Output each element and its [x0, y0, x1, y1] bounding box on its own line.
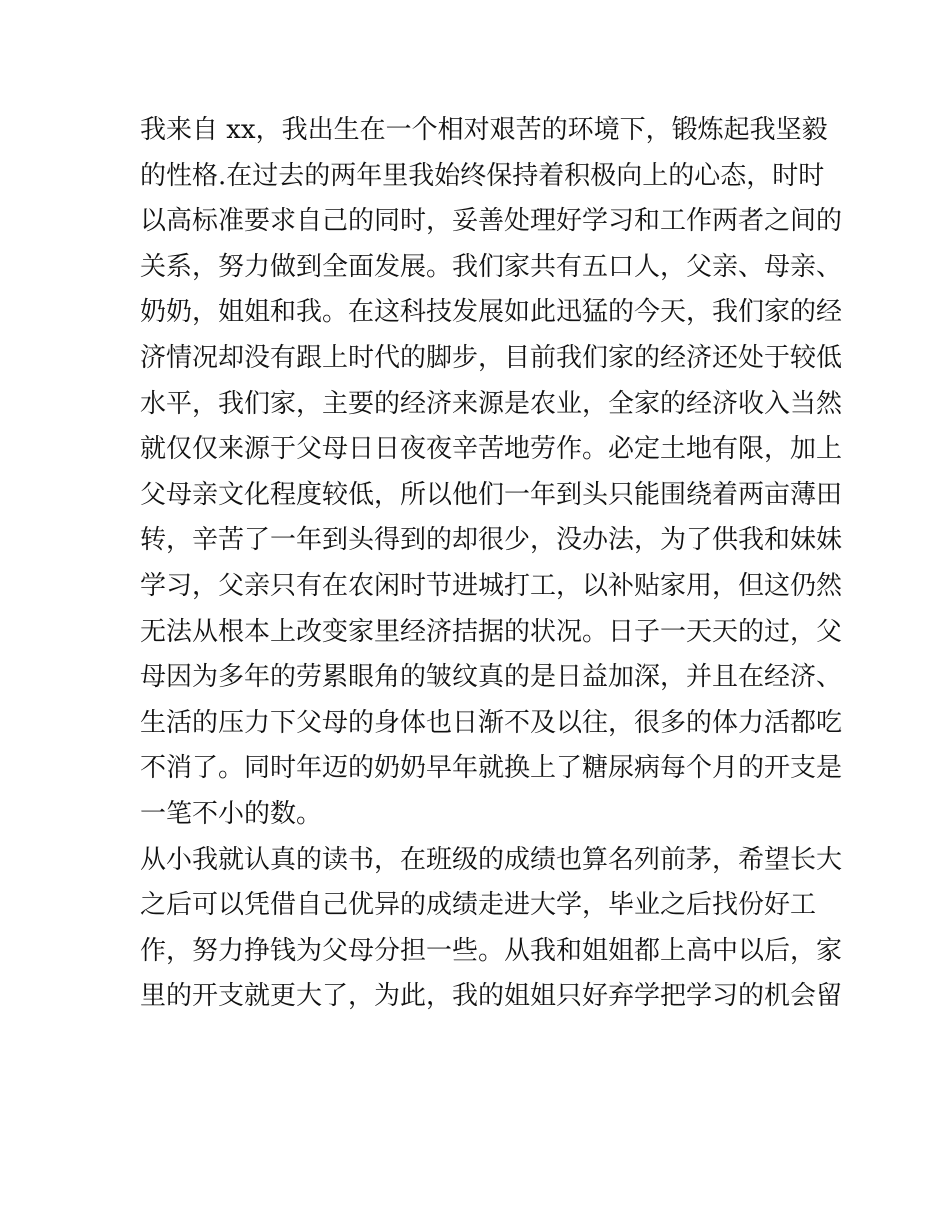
text-line: 母因为多年的劳累眼角的皱纹真的是日益加深，并且在经济、	[140, 662, 843, 693]
body-text	[140, 108, 843, 1020]
text-line: 一笔不小的数。	[140, 798, 323, 829]
text-line: 关系，努力做到全面发展。我们家共有五口人，父亲、母亲、	[140, 251, 843, 282]
text-line: 的性格.在过去的两年里我始终保持着积极向上的心态，时时	[140, 160, 825, 191]
text-line: 父母亲文化程度较低，所以他们一年到头只能围绕着两亩薄田	[140, 479, 843, 510]
text-line: 水平，我们家，主要的经济来源是农业，全家的经济收入当然	[140, 388, 843, 419]
text-line: 济情况却没有跟上时代的脚步，目前我们家的经济还处于较低	[140, 342, 843, 373]
text-line: 生活的压力下父母的身体也日渐不及以往，很多的体力活都吃	[140, 707, 843, 738]
text-line: 里的开支就更大了，为此，我的姐姐只好弃学把学习的机会留	[140, 981, 843, 1012]
text-line: 就仅仅来源于父母日日夜夜辛苦地劳作。必定土地有限，加上	[140, 434, 843, 465]
text-line: 之后可以凭借自己优异的成绩走进大学，毕业之后找份好工	[140, 890, 817, 921]
text-line: 从小我就认真的读书，在班级的成绩也算名列前茅，希望长大	[140, 844, 843, 875]
text-line: 无法从根本上改变家里经济拮据的状况。日子一天天的过，父	[140, 616, 843, 647]
text-line: 不消了。同时年迈的奶奶早年就换上了糖尿病每个月的开支是	[140, 753, 843, 784]
text-line: 学习，父亲只有在农闲时节进城打工，以补贴家用，但这仍然	[140, 570, 843, 601]
text-line: 以高标准要求自己的同时，妥善处理好学习和工作两者之间的	[140, 206, 843, 237]
text-line: 转，辛苦了一年到头得到的却很少，没办法，为了供我和妹妹	[140, 525, 843, 556]
text-line: 作，努力挣钱为父母分担一些。从我和姐姐都上高中以后，家	[140, 935, 843, 966]
text-line: 奶奶，姐姐和我。在这科技发展如此迅猛的今天，我们家的经	[140, 297, 843, 328]
text-line: 我来自 xx，我出生在一个相对艰苦的环境下，锻炼起我坚毅	[140, 115, 828, 145]
